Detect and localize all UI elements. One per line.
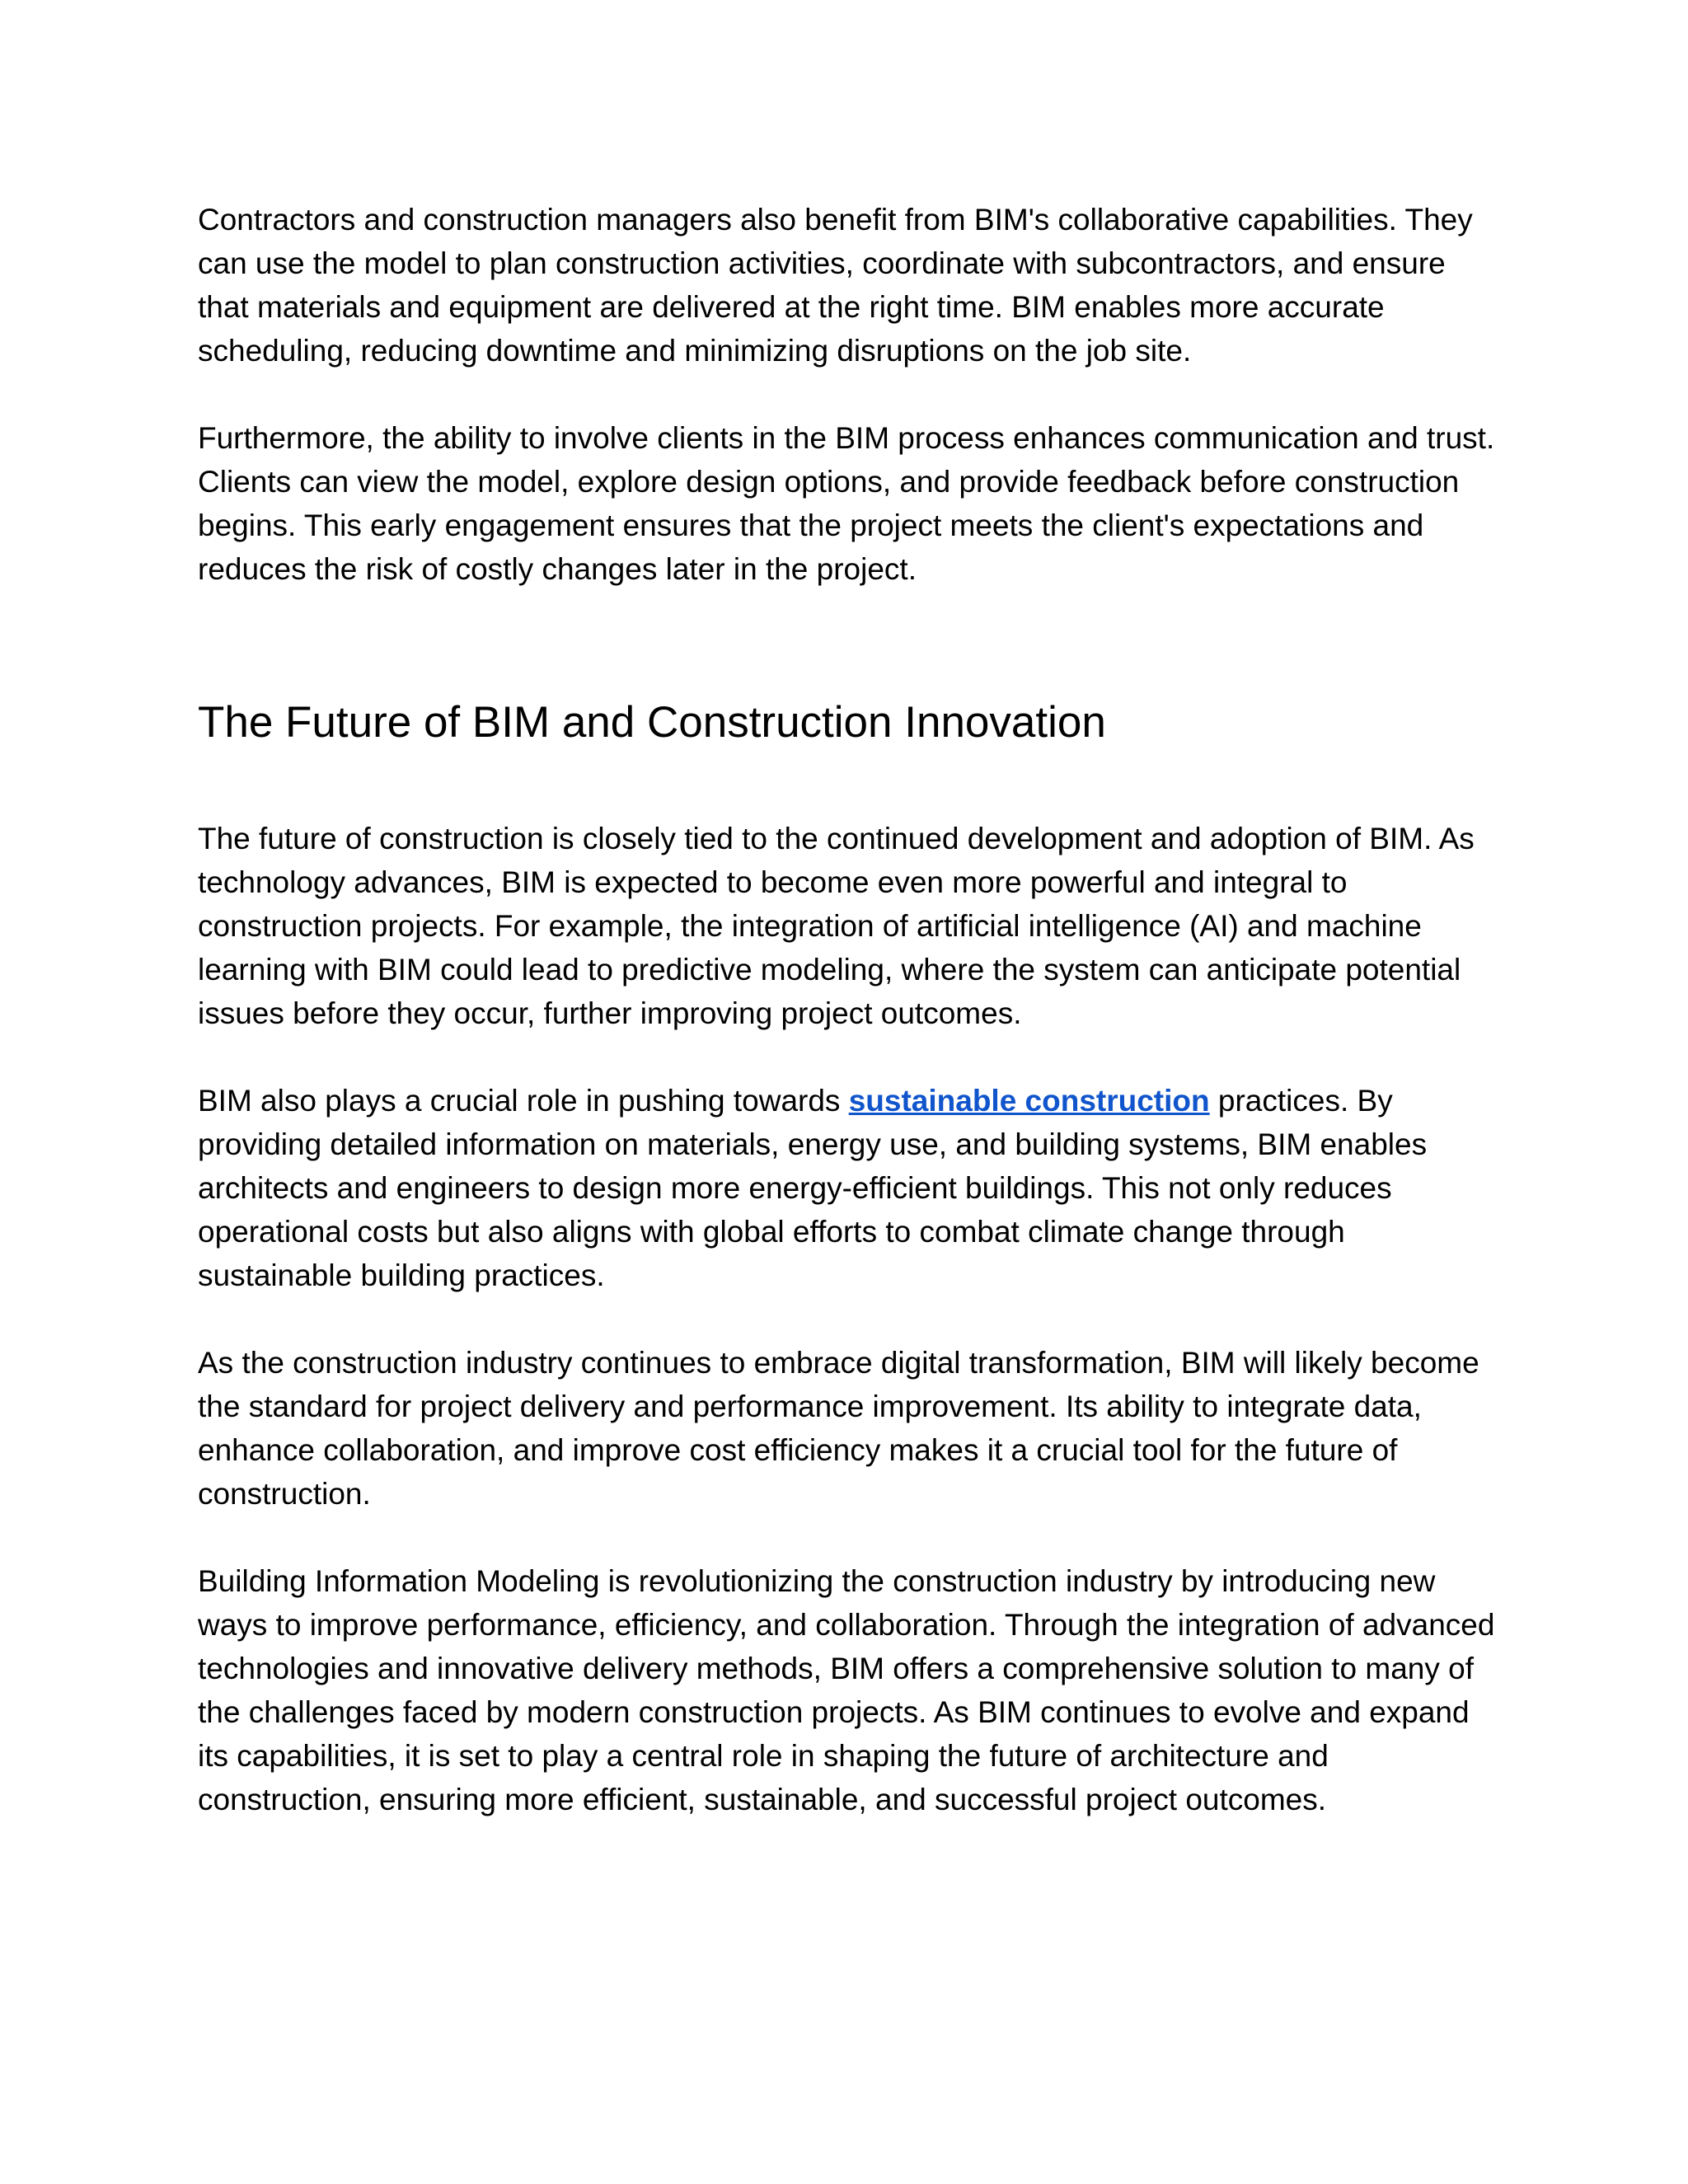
paragraph-sustainable-lead: BIM also plays a crucial role in pushing towards	[198, 1084, 849, 1118]
paragraph-future: The future of construction is closely tied to the continued development and adoption of BIM. As technology advances, BIM is expected to become even more powerful and integral to construction projects. For example, the integration of artificial intelligence (AI) and machine learning with BIM could lead to predictive modeling, where the system can anticipate potential issues before they occur, further improving project outcomes.	[198, 822, 1475, 1030]
paragraph-sustainable-rest: practices. By providing detailed information on materials, energy use, and building systems, BIM enables architects and engineers to design more energy-efficient buildings. This not only reduces operational costs but also aligns with global efforts to combat climate change through sustainable building practices.	[198, 1084, 1428, 1292]
paragraph-contractors: Contractors and construction managers also benefit from BIM's collaborative capabilities. They can use the model to plan construction activities, coordinate with subcontractors, and ensure that materials and equipment are delivered at the right time. BIM enables more accurate scheduling, reducing downtime and minimizing disruptions on the job site.	[198, 203, 1473, 368]
paragraph-digital-transformation: As the construction industry continues to embrace digital transformation, BIM will likely become the standard for project delivery and performance improvement. Its ability to integrate data, enhance collaboration, and improve cost efficiency makes it a crucial tool for the future of construction.	[198, 1346, 1479, 1511]
paragraph-clients: Furthermore, the ability to involve clients in the BIM process enhances communication and trust. Clients can view the model, explore design options, and provide feedback before construction begins. This early engagement ensures that the project meets the client's expectations and reduces the risk of costly changes later in the project.	[198, 421, 1495, 586]
paragraph-sustainable	[198, 1079, 1500, 1297]
document-page	[198, 198, 1500, 1821]
sustainable-construction-link[interactable]: sustainable construction	[848, 1084, 1210, 1118]
paragraph-conclusion: Building Information Modeling is revolutionizing the construction industry by introducing new ways to improve performance, efficiency, and collaboration. Through the integration of advanced technologies and innovative delivery methods, BIM offers a comprehensive solution to many of the challenges faced by modern construction projects. As BIM continues to evolve and expand its capabilities, it is set to play a central role in shaping the future of architecture and construction, ensuring more efficient, sustainable, and successful project outcomes.	[198, 1564, 1495, 1816]
section-heading: The Future of BIM and Construction Innovation	[198, 698, 1106, 747]
